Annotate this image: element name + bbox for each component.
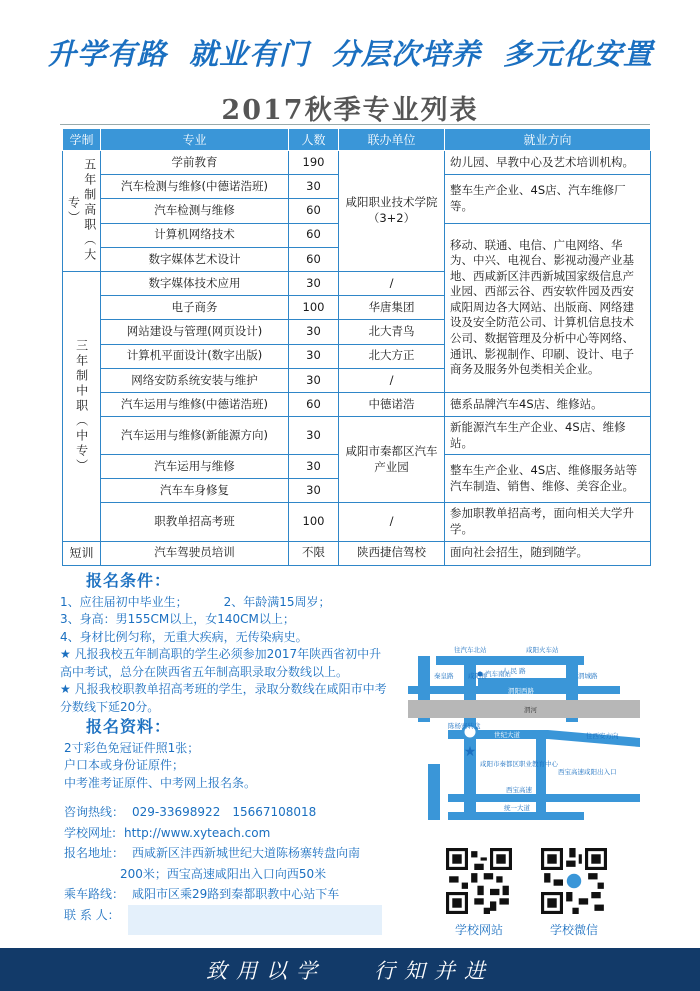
count-cell: 100 [289, 296, 339, 320]
website-link[interactable]: http://www.xyteach.com [124, 825, 271, 840]
partner-cell: 陕西捷信驾校 [339, 541, 445, 565]
map-label-to-xian: 往西安方向 [586, 732, 619, 740]
major-cell: 计算机网络技术 [101, 223, 289, 247]
map-label-weiyang-road: 渭阳西路 [508, 687, 534, 695]
page-title: 2017秋季专业列表 [221, 95, 479, 126]
requirement-item: 3、身高：男155CM以上，女140CM以上； [60, 612, 295, 626]
table-row [63, 392, 651, 416]
requirements-title: 报名条件： [86, 571, 172, 590]
major-cell: 数字媒体技术应用 [101, 271, 289, 295]
website-label: 学校网址: [64, 825, 117, 840]
partner-cell: 中德诺浩 [339, 392, 445, 416]
slogan-4: 多元化安置 [503, 36, 654, 71]
requirement-item: 1、应往届初中毕业生； [60, 594, 188, 609]
wechat-qr-label: 学校微信 [549, 923, 598, 937]
bus-line [64, 884, 404, 905]
footer-motto-2: 行知并进 [374, 958, 494, 983]
map-label-north-station: 往汽车北站 [454, 646, 487, 654]
major-cell: 汽车驾驶员培训 [101, 541, 289, 565]
requirements-row [60, 594, 390, 612]
hotline-value: 029-33698922 15667108018 [132, 805, 317, 819]
table-header-row [63, 129, 651, 151]
category-five-year: 五年制高职（大专） [63, 151, 101, 272]
school-logo-icon [567, 874, 581, 888]
count-cell: 30 [289, 271, 339, 295]
hotline-label: 咨询热线： [64, 805, 125, 819]
map-label-chenyang: 陈杨寨转盘 [448, 722, 481, 730]
direction-cell: 参加职教单招高考，面向相关大学升学。 [445, 503, 651, 541]
direction-cell: 新能源汽车生产企业、4S店、维修站。 [445, 417, 651, 455]
direction-cell: 整车生产企业、4S店、维修服务站等汽车制造、销售、维修、美容企业。 [445, 455, 651, 503]
contact-person-box [128, 905, 382, 935]
count-cell: 100 [289, 503, 339, 541]
major-cell: 汽车运用与维修 [101, 455, 289, 479]
table-row [63, 541, 651, 565]
requirements-section [60, 572, 390, 716]
count-cell: 60 [289, 247, 339, 271]
partner-cell: 华唐集团 [339, 296, 445, 320]
partner-cell: 北大青鸟 [339, 320, 445, 344]
address-line [64, 843, 404, 864]
direction-cell: 面向社会招生，随到随学。 [445, 541, 651, 565]
partner-cell: 咸阳市秦都区汽车产业园 [339, 417, 445, 503]
count-cell: 不限 [289, 541, 339, 565]
map-label-xianyang-bridge: 咸阳桥 [468, 672, 488, 680]
major-cell: 网络安防系统安装与维护 [101, 368, 289, 392]
count-cell: 30 [289, 368, 339, 392]
major-cell: 网站建设与管理(网页设计) [101, 320, 289, 344]
count-cell: 30 [289, 479, 339, 503]
major-cell: 学前教育 [101, 151, 289, 175]
majors-table [62, 128, 651, 566]
table-row [63, 417, 651, 455]
title-divider [60, 124, 650, 125]
requirement-item: 4、身材比例匀称，无重大疾病，无传染病史。 [60, 629, 308, 644]
header-major: 专业 [101, 129, 289, 151]
major-cell: 汽车运用与维修(中德诺浩班) [101, 392, 289, 416]
website-qr-code [446, 848, 512, 914]
bus-label: 乘车路线： [64, 887, 125, 901]
map-label-xibao-exit: 西宝高速咸阳出入口 [558, 768, 617, 776]
address-value: 西咸新区沣西新城世纪大道陈杨寨转盘向南 [132, 846, 361, 860]
school-star-icon: ★ [463, 744, 477, 760]
address-value-cont: 200米；西宝高速咸阳出入口向西50米 [120, 866, 327, 881]
category-three-year: 三年制中职（中专） [63, 271, 101, 541]
header-system: 学制 [63, 129, 101, 151]
direction-cell: 德系品牌汽车4S店、维修站。 [445, 392, 651, 416]
major-cell: 职教单招高考班 [101, 503, 289, 541]
requirement-note: ★ 凡报我校职教单招高考班的学生，录取分数线在咸阳市中考分数线下延20分。 [60, 682, 387, 714]
slogan-banner [0, 30, 700, 74]
major-cell: 数字媒体艺术设计 [101, 247, 289, 271]
website-line [64, 823, 404, 844]
wechat-qr-code [541, 848, 607, 914]
header-partner: 联办单位 [339, 129, 445, 151]
major-cell: 电子商务 [101, 296, 289, 320]
major-cell: 汽车检测与维修 [101, 199, 289, 223]
table-row [63, 151, 651, 175]
count-cell: 60 [289, 199, 339, 223]
partner-cell: 咸阳职业技术学院（3+2） [339, 151, 445, 272]
document-item: 户口本或身份证原件； [64, 758, 185, 772]
count-cell: 30 [289, 344, 339, 368]
road-southwest [428, 764, 440, 820]
partner-cell: / [339, 368, 445, 392]
documents-title: 报名资料： [86, 717, 172, 736]
website-qr-label: 学校网站 [454, 923, 503, 937]
major-cell: 汽车运用与维修(新能源方向) [101, 417, 289, 455]
count-cell: 60 [289, 392, 339, 416]
slogan-3: 分层次培养 [331, 36, 482, 71]
header-count: 人数 [289, 129, 339, 151]
count-cell: 30 [289, 417, 339, 455]
map-label-renmin-road: 人 民 路 [502, 667, 526, 675]
contact-person-line [64, 905, 404, 935]
requirement-note: ★ 凡报我校五年制高职的学生必须参加2017年陕西省初中升高中考试，总分在陕西省五年制高职录取分数线以上。 [60, 647, 382, 679]
map-label-century-ave: 世纪大道 [494, 731, 520, 739]
location-map [408, 634, 640, 822]
map-label-qinhuang-road: 秦皇路 [434, 672, 454, 680]
map-label-car-south-station: 汽车南站 [485, 670, 511, 678]
count-cell: 60 [289, 223, 339, 247]
category-short-term: 短训 [63, 541, 101, 565]
partner-cell: / [339, 503, 445, 541]
partner-cell: 北大方正 [339, 344, 445, 368]
major-cell: 汽车车身修复 [101, 479, 289, 503]
contact-section [64, 802, 404, 935]
bus-value: 咸阳市区乘29路到秦都职教中心站下车 [132, 887, 340, 901]
count-cell: 30 [289, 175, 339, 199]
count-cell: 190 [289, 151, 339, 175]
slogan-2: 就业有门 [188, 36, 309, 71]
hotline-line [64, 802, 404, 823]
direction-cell: 整车生产企业、4S店、汽车维修厂等。 [445, 175, 651, 223]
footer-motto-1: 致用以学 [206, 958, 326, 983]
slogan-1: 升学有路 [46, 36, 167, 71]
road-renmin [478, 678, 572, 687]
partner-cell: / [339, 271, 445, 295]
map-label-weihe: 渭河 [524, 706, 537, 714]
requirement-item: 2、年龄满15周岁； [223, 594, 331, 609]
count-cell: 30 [289, 455, 339, 479]
contact-person-label: 联 系 人： [64, 907, 120, 922]
documents-section [64, 718, 364, 792]
footer-banner [0, 948, 700, 991]
map-label-train-station: 咸阳火车站 [526, 646, 559, 654]
map-label-weicheng-road: 渭城路 [578, 672, 598, 680]
document-item: 2寸彩色免冠证件照1张； [64, 740, 200, 755]
direction-cell: 幼儿园、早教中心及艺术培训机构。 [445, 151, 651, 175]
major-cell: 汽车检测与维修(中德诺浩班) [101, 175, 289, 199]
road-xibao [448, 794, 640, 802]
map-label-school: 咸阳市秦都区职业教育中心 [480, 760, 558, 768]
count-cell: 30 [289, 320, 339, 344]
table-row [63, 503, 651, 541]
address-label: 报名地址： [64, 846, 125, 860]
major-cell: 计算机平面设计(数字出版) [101, 344, 289, 368]
document-item: 中考准考证原件、中考网上报名条。 [64, 775, 257, 790]
road-tongyi [448, 812, 584, 820]
header-direction: 就业方向 [445, 129, 651, 151]
direction-cell: 移动、联通、电信、广电网络、华为、中兴、电视台、影视动漫产业基地、西咸新区沣西新城国家级信息产业园、西部云谷、西安软件园及西安咸阳周边各大网站、出版商、网络建设及安全防范公司、计算机信息技术公司、数据管理及分析中心等网络、通讯、影视制作、印刷、设计、电子商务及服务外包类相关企业。 [445, 223, 651, 392]
road-north [436, 656, 584, 665]
map-label-tongyi-road: 统一大道 [504, 804, 530, 812]
map-label-xibao: 西宝高速 [506, 786, 532, 794]
